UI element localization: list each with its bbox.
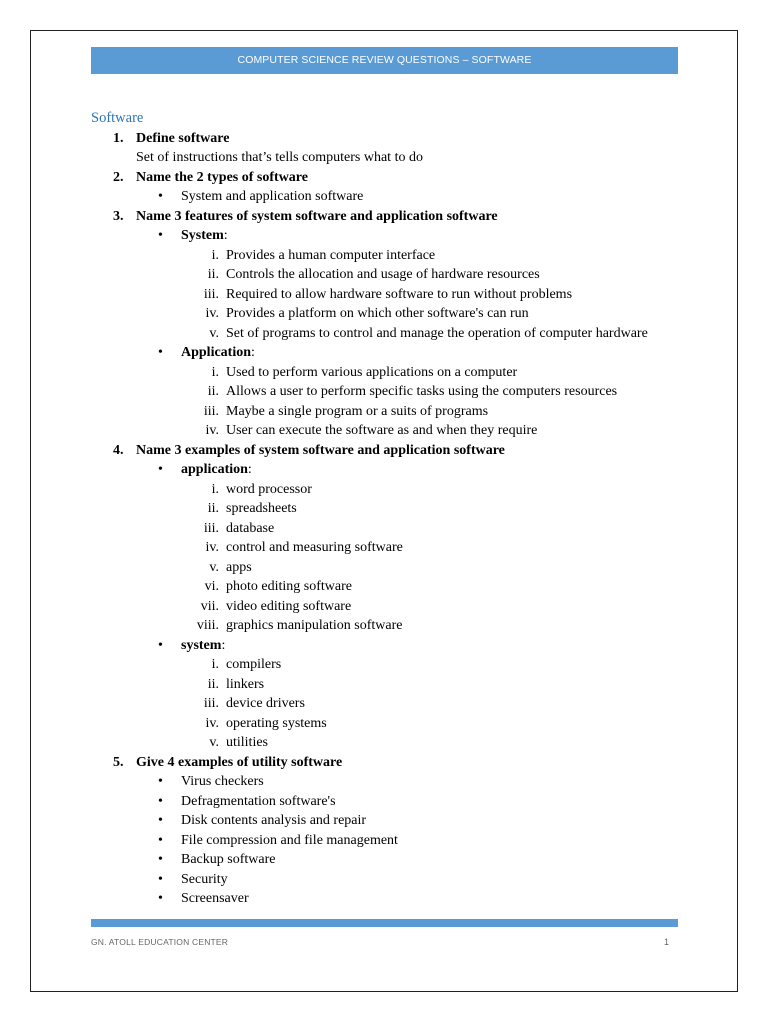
footer-bar xyxy=(91,919,678,927)
question-4: 4. Name 3 examples of system software and application software xyxy=(91,441,691,461)
question-3: 3. Name 3 features of system software and application software xyxy=(91,207,691,227)
question-text: Give 4 examples of utility software xyxy=(136,754,343,770)
page-number: 1 xyxy=(664,937,670,947)
list-item: iv. operating systems xyxy=(205,715,327,731)
list-item: • Security xyxy=(91,870,691,890)
question-text: Define software xyxy=(136,130,230,146)
bullet-icon: • xyxy=(158,189,163,204)
bullet-icon: • xyxy=(158,832,163,848)
list-item: • Disk contents analysis and repair xyxy=(91,811,691,831)
question-5: 5. Give 4 examples of utility software xyxy=(91,753,691,773)
list-item: iv. control and measuring software xyxy=(205,540,403,555)
question-1: 1. Define software xyxy=(91,129,691,149)
list-item: i. word processor xyxy=(211,481,312,497)
bullet-icon: • xyxy=(158,793,163,809)
list-item: ii. Controls the allocation and usage of hardware resources xyxy=(207,267,540,282)
list-item: iii. Maybe a single program or a suits of programs xyxy=(203,403,489,419)
list-item: ii. spreadsheets xyxy=(207,501,297,516)
footer-organization: GN. ATOLL EDUCATION CENTER xyxy=(91,937,229,947)
header-bar xyxy=(91,47,678,74)
bullet-icon: • xyxy=(158,345,163,360)
list-item: • Defragmentation software's xyxy=(91,792,691,812)
section-title: Software xyxy=(91,110,144,126)
bullet-icon: • xyxy=(158,871,163,887)
list-item: v. Set of programs to control and manage the operation of computer hardware xyxy=(209,325,648,341)
list-item: v. utilities xyxy=(209,735,268,750)
list-item: ii. linkers xyxy=(207,676,265,692)
bullet-icon: • xyxy=(158,228,163,243)
list-item: i. Provides a human computer interface xyxy=(211,247,436,263)
question-2: 2. Name the 2 types of software xyxy=(91,168,691,188)
question-text: Name 3 examples of system software and application software xyxy=(136,442,505,458)
bullet-icon: • xyxy=(158,637,163,653)
group-heading-system: • System: xyxy=(91,226,691,246)
document-body xyxy=(91,109,691,909)
bullet-icon: • xyxy=(158,462,163,477)
group-heading-system: • system: xyxy=(91,636,691,656)
list-item: viii. graphics manipulation software xyxy=(196,618,403,633)
list-item: iv. User can execute the software as and when they require xyxy=(205,423,538,438)
list-item: iii. Required to allow hardware software to run without problems xyxy=(203,286,573,302)
bullet-icon: • xyxy=(158,852,163,867)
list-item: iii. device drivers xyxy=(203,696,305,711)
list-item: • Backup software xyxy=(91,850,691,870)
list-item: v. apps xyxy=(209,559,252,575)
list-item: i. compilers xyxy=(211,657,282,672)
list-item: • File compression and file management xyxy=(91,831,691,851)
bullet-icon: • xyxy=(158,813,163,828)
bullet-icon: • xyxy=(158,774,163,789)
list-item: iv. Provides a platform on which other software's can run xyxy=(205,306,529,321)
group-heading-application: • application: xyxy=(91,460,691,480)
question-text: Name the 2 types of software xyxy=(136,169,308,185)
list-item: ii. Allows a user to perform specific tasks using the computers resources xyxy=(207,384,618,399)
list-item: vi. photo editing software xyxy=(204,579,352,594)
list-item: • System and application software xyxy=(91,187,691,207)
header-title: COMPUTER SCIENCE REVIEW QUESTIONS – SOFTWARE xyxy=(237,54,532,66)
list-item: vii. video editing software xyxy=(200,598,352,614)
list-item: iii. database xyxy=(203,520,275,536)
list-item: i. Used to perform various applications on a computer xyxy=(211,364,518,380)
list-item: • Screensaver xyxy=(91,889,691,909)
answer-1: Set of instructions that’s tells computers what to do xyxy=(136,150,423,165)
group-heading-application: • Application: xyxy=(91,343,691,363)
list-item: • Virus checkers xyxy=(91,772,691,792)
question-text: Name 3 features of system software and application software xyxy=(136,208,498,224)
bullet-icon: • xyxy=(158,891,163,906)
